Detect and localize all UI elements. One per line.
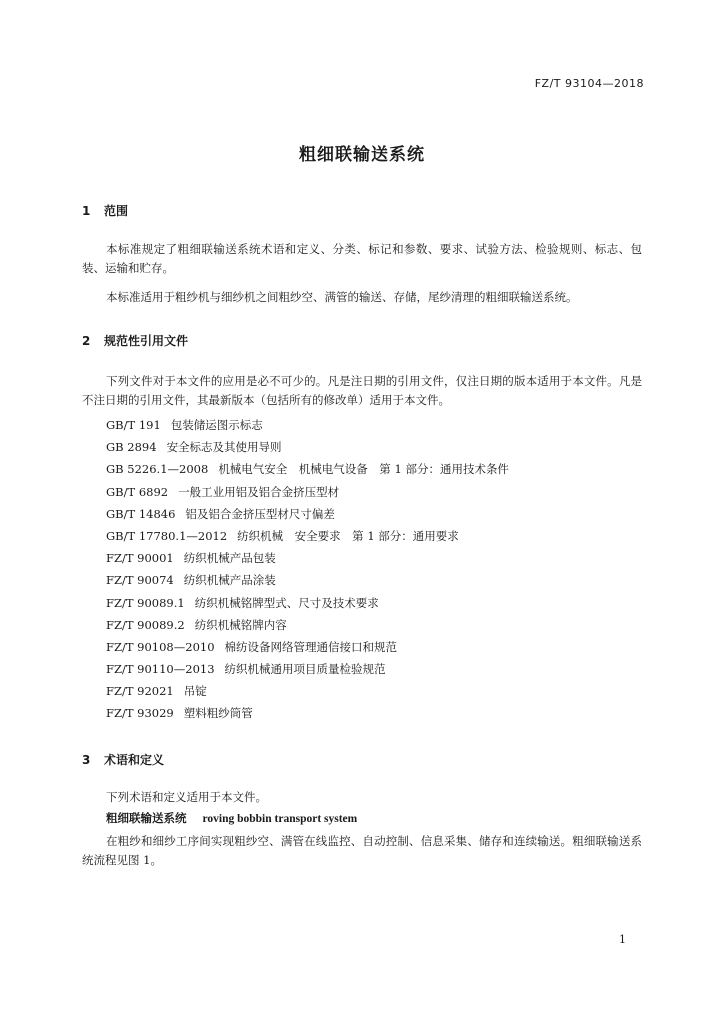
reference-item (106, 639, 509, 661)
scope-paragraph-1: 本标准规定了粗细联输送系统术语和定义、分类、标记和参数、要求、试验方法、检验规则、标志、包装、运输和贮存。 (82, 242, 642, 275)
reference-title: 机械电气安全 机械电气设备 第 1 部分：通用技术条件 (218, 462, 509, 477)
reference-list (106, 417, 509, 728)
reference-title: 纺织机械产品包装 (183, 551, 276, 566)
reference-code: FZ/T 90110—2013 (106, 662, 215, 677)
term-english: roving bobbin transport system (202, 813, 358, 825)
reference-code: FZ/T 92021 (106, 684, 174, 699)
reference-item (106, 439, 509, 461)
reference-code: GB/T 17780.1—2012 (106, 528, 228, 543)
reference-item (106, 506, 509, 528)
section-number: 1 (82, 204, 91, 218)
reference-code: GB 5226.1—2008 (106, 462, 209, 477)
reference-title: 纺织机械通用项目质量检验规范 (224, 662, 386, 677)
page-number: 1 (619, 933, 626, 946)
terms-intro-paragraph: 下列术语和定义适用于本文件。 (106, 790, 267, 804)
reference-item (106, 705, 509, 727)
reference-title: 安全标志及其使用导则 (166, 440, 282, 455)
reference-code: GB/T 14846 (106, 506, 176, 521)
section-number: 3 (82, 753, 91, 767)
reference-title: 塑料粗纱筒管 (183, 706, 253, 721)
section-heading-normative-references (82, 332, 188, 349)
reference-item (106, 550, 509, 572)
reference-item (106, 484, 509, 506)
standard-code: FZ/T 93104—2018 (534, 77, 644, 90)
reference-title: 铝及铝合金挤压型材尺寸偏差 (185, 506, 335, 521)
term-definition-paragraph: 在粗纱和细纱工序间实现粗纱空、满管在线监控、自动控制、信息采集、储存和连续输送。粗细联输送系统流程见图 1。 (82, 834, 642, 867)
references-intro-paragraph: 下列文件对于本文件的应用是必不可少的。凡是注日期的引用文件，仅注日期的版本适用于本文件。凡是不注日期的引用文件，其最新版本（包括所有的修改单）适用于本文件。 (82, 374, 642, 407)
section-title: 规范性引用文件 (104, 334, 189, 348)
section-title: 范围 (104, 204, 129, 218)
reference-code: GB 2894 (106, 440, 157, 455)
reference-title: 棉纺设备网络管理通信接口和规范 (224, 639, 398, 654)
reference-item (106, 572, 509, 594)
reference-code: FZ/T 90089.1 (106, 595, 185, 610)
reference-title: 纺织机械铭牌内容 (194, 617, 287, 632)
reference-title: 包装储运图示标志 (170, 418, 263, 432)
reference-code: FZ/T 90001 (106, 551, 174, 566)
reference-code: FZ/T 90074 (106, 573, 174, 588)
reference-item (106, 528, 509, 550)
reference-item (106, 683, 509, 705)
reference-title: 纺织机械铭牌型式、尺寸及技术要求 (194, 595, 379, 610)
reference-code: GB/T 6892 (106, 484, 169, 499)
reference-code: FZ/T 93029 (106, 706, 174, 721)
reference-item (106, 417, 509, 439)
section-heading-terms-definitions (82, 751, 164, 768)
term-chinese: 粗细联输送系统 (106, 811, 187, 825)
reference-title: 一般工业用铝及铝合金挤压型材 (178, 484, 340, 499)
reference-code: GB/T 191 (106, 418, 161, 432)
reference-title: 吊锭 (183, 684, 207, 699)
document-title: 粗细联输送系统 (299, 145, 425, 165)
section-number: 2 (82, 334, 91, 348)
reference-item (106, 595, 509, 617)
section-heading-scope (82, 202, 128, 219)
reference-code: FZ/T 90089.2 (106, 617, 185, 632)
term-entry (106, 810, 357, 826)
reference-item (106, 617, 509, 639)
reference-item (106, 461, 509, 483)
reference-title: 纺织机械 安全要求 第 1 部分：通用要求 (237, 528, 459, 543)
scope-paragraph-2: 本标准适用于粗纱机与细纱机之间粗纱空、满管的输送、存储，尾纱清理的粗细联输送系统。 (106, 290, 578, 304)
reference-item (106, 661, 509, 683)
section-title: 术语和定义 (104, 753, 165, 767)
reference-code: FZ/T 90108—2010 (106, 639, 215, 654)
reference-title: 纺织机械产品涂装 (183, 573, 276, 588)
